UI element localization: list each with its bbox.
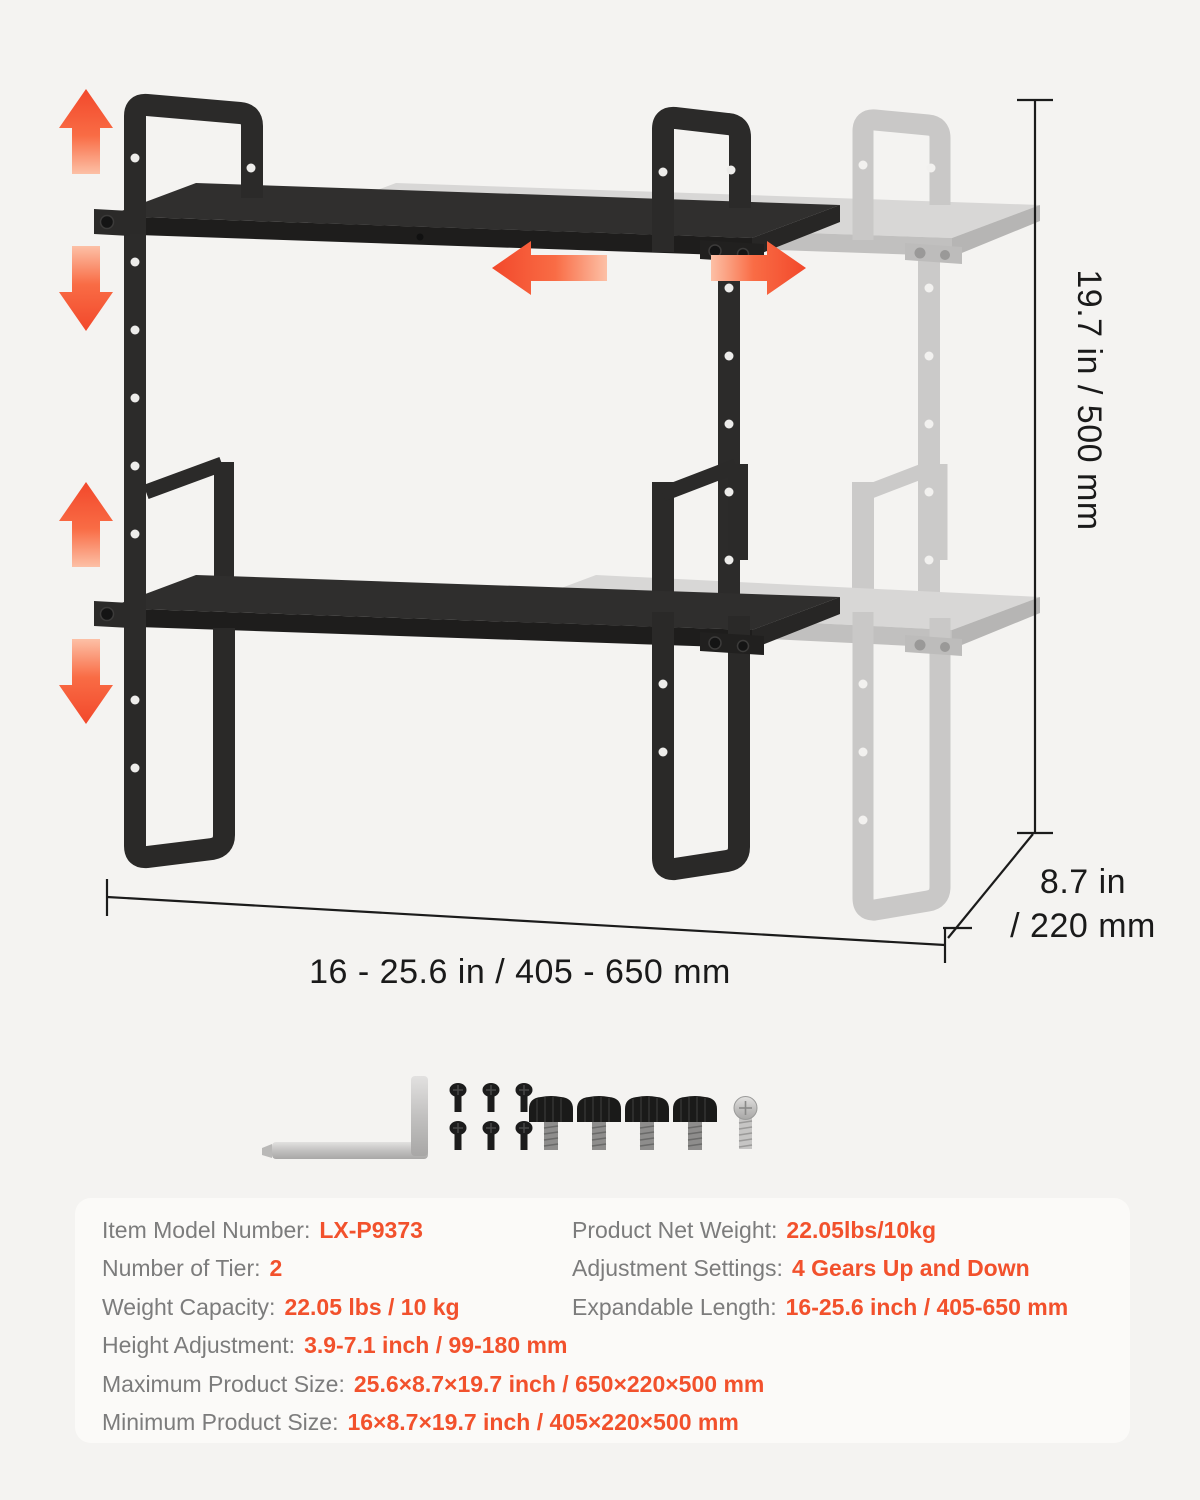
up-arrow-icon xyxy=(59,89,113,174)
spec-value: 22.05 lbs / 10 kg xyxy=(284,1293,460,1320)
spec-value: 22.05lbs/10kg xyxy=(786,1216,937,1243)
spec-label: Product Net Weight: xyxy=(572,1216,778,1243)
included-hardware xyxy=(262,1076,757,1159)
spec-label: Number of Tier: xyxy=(102,1255,261,1282)
depth-dimension-label-line1: 8.7 in xyxy=(1039,863,1127,901)
width-dimension-label: 16 - 25.6 in / 405 - 650 mm xyxy=(309,953,731,991)
spec-value: LX-P9373 xyxy=(319,1216,423,1243)
spec-value: 25.6×8.7×19.7 inch / 650×220×500 mm xyxy=(353,1370,765,1397)
spec-label: Maximum Product Size: xyxy=(102,1370,345,1397)
spec-value: 16×8.7×19.7 inch / 405×220×500 mm xyxy=(347,1409,739,1436)
machine-screw-icon xyxy=(734,1097,757,1150)
spec-grid xyxy=(102,1211,1130,1442)
spec-label: Adjustment Settings: xyxy=(572,1255,783,1282)
shelf-unit xyxy=(94,105,840,869)
spec-label: Expandable Length: xyxy=(572,1293,777,1320)
spec-label: Weight Capacity: xyxy=(102,1293,276,1320)
spec-item-weight-capacity xyxy=(102,1293,572,1320)
allen-wrench-icon xyxy=(262,1076,428,1159)
depth-dimension-label-line2: / 220 mm xyxy=(1010,907,1156,945)
spec-item-height-adjustment xyxy=(102,1334,1130,1357)
up-arrow-icon xyxy=(59,482,113,567)
spec-panel xyxy=(75,1198,1130,1443)
spec-item-tier-count xyxy=(102,1257,572,1280)
spec-label: Item Model Number: xyxy=(102,1216,311,1243)
spec-item-expandable-length xyxy=(572,1293,1130,1320)
spec-value: 4 Gears Up and Down xyxy=(791,1255,1030,1282)
spec-value: 3.9-7.1 inch / 99-180 mm xyxy=(304,1332,568,1359)
down-arrow-icon xyxy=(59,246,113,331)
spec-item-net-weight xyxy=(572,1216,1130,1243)
spec-item-model-number xyxy=(102,1216,572,1243)
screw-icon xyxy=(450,1083,533,1150)
thumb-screw-icon xyxy=(529,1096,717,1150)
down-arrow-icon xyxy=(59,639,113,724)
spec-item-adjustment-settings xyxy=(572,1257,1130,1280)
spec-label: Height Adjustment: xyxy=(102,1332,296,1359)
spec-value: 2 xyxy=(269,1255,283,1282)
spec-value: 16-25.6 inch / 405-650 mm xyxy=(785,1293,1069,1320)
spec-label: Minimum Product Size: xyxy=(102,1409,339,1436)
height-dimension-label: 19.7 in / 500 mm xyxy=(1070,269,1108,531)
spec-item-min-size xyxy=(102,1411,1130,1434)
spec-item-max-size xyxy=(102,1370,1130,1397)
